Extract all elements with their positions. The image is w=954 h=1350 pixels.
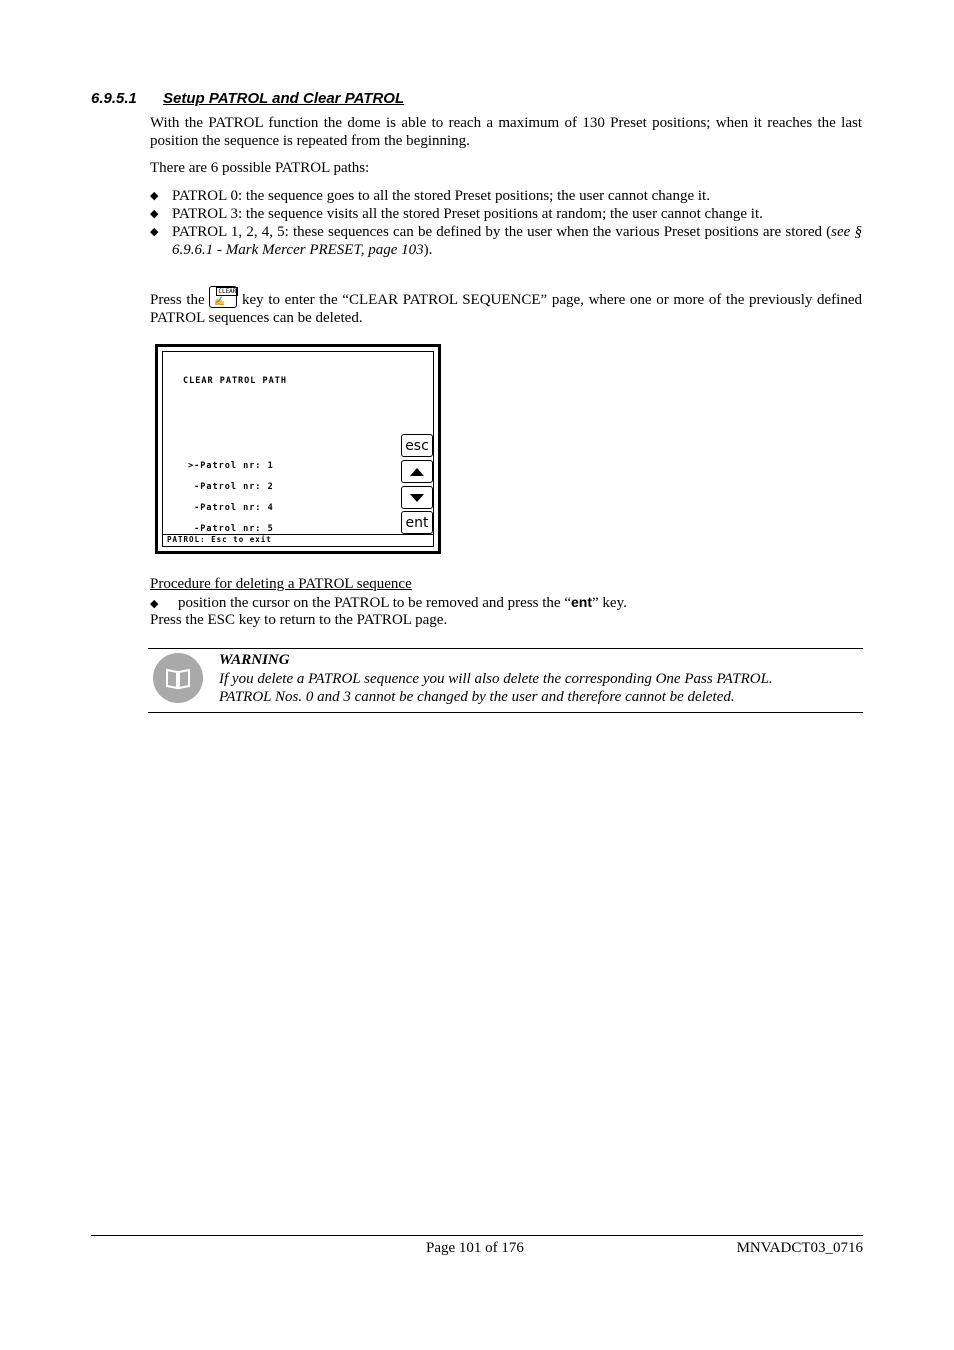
list-item: ◆ PATROL 0: the sequence goes to all the stored Preset positions; the user cannot change it.	[150, 188, 710, 204]
esc-note: Press the ESC key to return to the PATROL page.	[150, 612, 448, 628]
diamond-bullet-icon: ◆	[150, 208, 159, 220]
press-paragraph: Press the CLEAR ✍ key to enter the “CLEAR PATROL SEQUENCE” page, where one or more of the previously defined PATROL sequences can be deleted.	[150, 288, 863, 326]
triangle-up-icon	[409, 467, 425, 477]
lcd-title: CLEAR PATROL PATH	[183, 376, 287, 386]
lcd-status-text: PATROL: Esc to exit	[167, 535, 272, 544]
procedure-step: ◆ position the cursor on the PATROL to be removed and press the “ent” key.	[150, 594, 627, 611]
section-heading	[91, 90, 404, 107]
lcd-status-bar	[163, 534, 433, 546]
lcd-screen	[155, 344, 441, 554]
diamond-bullet-icon: ◆	[150, 598, 159, 610]
patrol-list	[188, 449, 274, 547]
patrol-path-list	[150, 187, 862, 259]
footer-rule	[91, 1235, 863, 1236]
up-arrow-button[interactable]	[401, 460, 433, 483]
cross-reference: see § 6.9.6.1 - Mark Mercer PRESET, page 103	[172, 224, 862, 258]
procedure-title: Procedure for deleting a PATROL sequence	[150, 576, 412, 592]
paths-intro: There are 6 possible PATROL paths:	[150, 160, 370, 176]
list-item: ◆ PATROL 3: the sequence visits all the stored Preset positions at random; the user cannot change it.	[150, 206, 763, 222]
warning-text: If you delete a PATROL sequence you will also delete the corresponding One Pass PATROL. PATROL Nos. 0 and 3 cannot be changed by the user and therefore cannot be deleted.	[219, 671, 773, 705]
ent-key-label: ent	[571, 594, 592, 610]
ent-button[interactable]: ent	[401, 511, 433, 534]
esc-button[interactable]: esc	[401, 434, 433, 457]
down-arrow-button[interactable]	[401, 486, 433, 509]
section-title: Setup PATROL and Clear PATROL	[163, 90, 405, 107]
patrol-row[interactable]: -Patrol nr: 2	[188, 482, 274, 492]
section-number: 6.9.5.1	[91, 90, 137, 107]
warning-badge	[153, 653, 203, 703]
book-icon	[153, 653, 203, 703]
warning-title: WARNING	[219, 652, 290, 668]
diamond-bullet-icon: ◆	[150, 190, 159, 202]
clear-key-icon: CLEAR ✍	[209, 286, 237, 308]
list-item: ◆ PATROL 1, 2, 4, 5: these sequences can be defined by the user when the various Preset positions are stored (see § 6.9.6.1 - Mark Mercer PRESET, page 103).	[150, 224, 862, 258]
page-number: Page 101 of 176	[426, 1240, 524, 1256]
patrol-row[interactable]: -Patrol nr: 5	[188, 524, 274, 534]
lcd-display	[162, 351, 434, 547]
patrol-row[interactable]: -Patrol nr: 4	[188, 503, 274, 513]
warning-bottom-rule	[148, 712, 863, 713]
warning-top-rule	[148, 648, 863, 649]
diamond-bullet-icon: ◆	[150, 226, 159, 238]
patrol-row[interactable]: >-Patrol nr: 1	[188, 461, 274, 471]
document-code: MNVADCT03_0716	[736, 1240, 863, 1256]
intro-paragraph: With the PATROL function the dome is able to reach a maximum of 130 Preset positions; when it reaches the last position the sequence is repeated from the beginning.	[150, 115, 862, 149]
triangle-down-icon	[409, 493, 425, 503]
